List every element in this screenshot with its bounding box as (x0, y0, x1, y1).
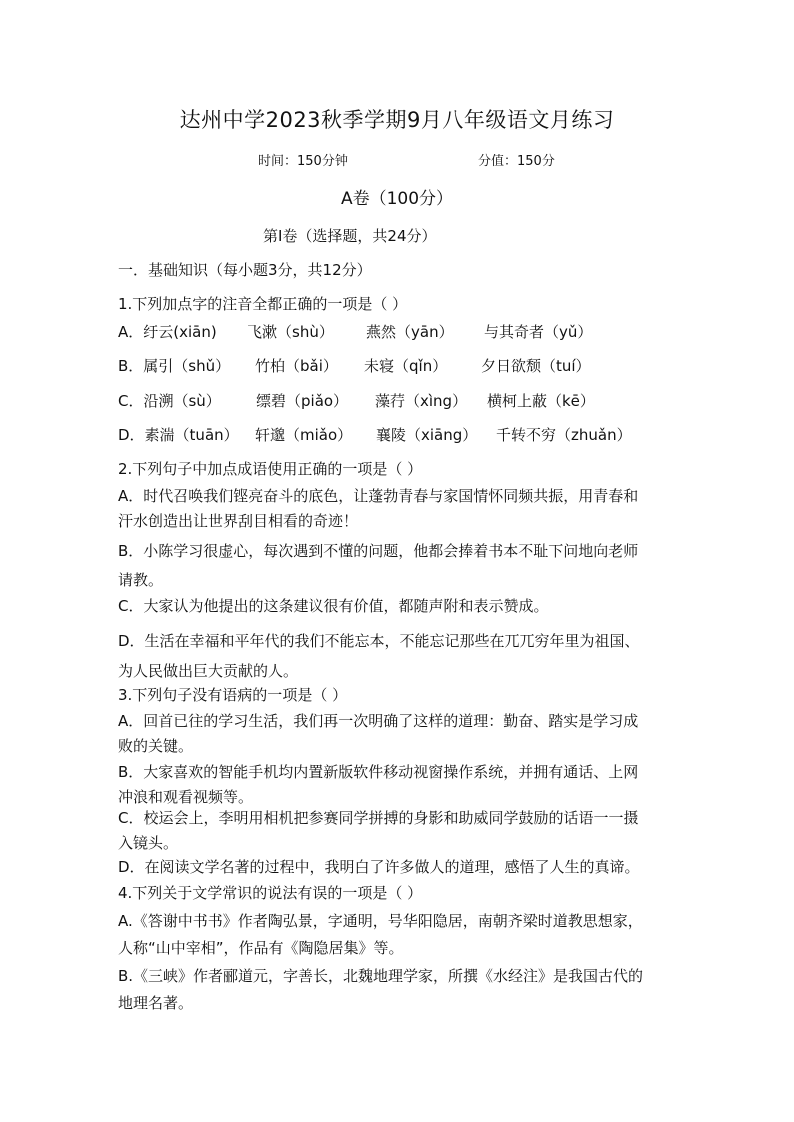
volume-heading: A卷（100分） (340, 189, 454, 209)
option-c-item-2: 缥碧（piǎo） (256, 392, 349, 410)
question-3-option-b-line-2: 冲浪和观看视频等。 (118, 788, 254, 806)
exam-title: 达州中学2023秋季学期9月八年级语文月练习 (179, 108, 615, 132)
question-3-option-a-line-2: 败的关键。 (118, 737, 194, 755)
question-4-stem: 4.下列关于文学常识的说法有误的一项是（ ） (118, 884, 423, 902)
question-4-option-b-line-1: B.《三峡》作者郦道元，字善长，北魏地理学家，所撰《水经注》是我国古代的 (118, 967, 644, 985)
option-d-item-4: 千转不穷（zhuǎn） (496, 426, 632, 444)
option-b-item-3: 未寝（qǐn） (364, 357, 448, 375)
option-c-item-4: 横柯上蔽（kē） (487, 392, 595, 410)
option-d-item-2: 轩邈（miǎo） (255, 426, 353, 444)
option-c-item-1: C．沿溯（sù） (118, 392, 221, 410)
exam-score: 分值：150分 (478, 154, 555, 169)
question-3-option-c-line-1: C．校运会上，李明用相机把参赛同学拼搏的身影和助威同学鼓励的话语一一摄 (118, 809, 639, 827)
question-3-option-a-line-1: A．回首已往的学习生活，我们再一次明确了这样的道理：勤奋、踏实是学习成 (118, 712, 639, 730)
question-2-option-a-line-2: 汗水创造出让世界刮目相看的奇迹！ (118, 512, 359, 530)
question-2-option-a-line-1: A．时代召唤我们铿亮奋斗的底色，让蓬勃青春与家国情怀同频共振，用青春和 (118, 487, 639, 505)
option-a-item-3: 燕然（yān） (366, 323, 454, 341)
exam-time: 时间：150分钟 (258, 154, 348, 169)
option-c-item-3: 藻荇（xìng） (375, 392, 468, 410)
section-heading: 一．基础知识（每小题3分，共12分） (118, 261, 372, 279)
question-2-option-c: C．大家认为他提出的这条建议很有价值，都随声附和表示赞成。 (118, 597, 549, 615)
option-a-item-2: 飞漱（shù） (247, 323, 334, 341)
question-3-option-c-line-2: 入镜头。 (118, 834, 179, 852)
option-a-item-4: 与其奇者（yǔ） (484, 323, 593, 341)
part-heading: 第Ⅰ卷（选择题，共24分） (263, 227, 437, 245)
option-a-item-1: A．纡云(xiān) (118, 323, 217, 341)
option-d-item-1: D．素湍（tuān） (118, 426, 239, 444)
option-d-item-3: 襄陵（xiāng） (376, 426, 478, 444)
question-4-option-a-line-1: A.《答谢中书书》作者陶弘景，字通明，号华阳隐居，南朝齐梁时道教思想家， (118, 912, 643, 930)
option-b-item-2: 竹柏（bǎi） (255, 357, 338, 375)
question-4-option-b-line-2: 地理名著。 (118, 994, 194, 1012)
question-3-option-d: D．在阅读文学名著的过程中，我明白了许多做人的道理，感悟了人生的真谛。 (118, 858, 640, 876)
question-2-option-b-line-2: 请教。 (118, 571, 164, 589)
question-2-stem: 2.下列句子中加点成语使用正确的一项是（ ） (118, 460, 423, 478)
question-1-stem: 1.下列加点字的注音全都正确的一项是（ ） (118, 295, 408, 313)
question-2-option-b-line-1: B．小陈学习很虚心，每次遇到不懂的问题，他都会捧着书本不耻下问地向老师 (118, 542, 639, 560)
question-3-option-b-line-1: B．大家喜欢的智能手机均内置新版软件移动视窗操作系统，并拥有通话、上网 (118, 763, 639, 781)
option-b-item-4: 夕日欲颓（tuí） (481, 357, 591, 375)
question-3-stem: 3.下列句子没有语病的一项是（ ） (118, 686, 348, 704)
question-2-option-d-line-2: 为人民做出巨大贡献的人。 (118, 662, 299, 680)
question-2-option-d-line-1: D．生活在幸福和平年代的我们不能忘本，不能忘记那些在兀兀穷年里为祖国、 (118, 632, 640, 650)
option-b-item-1: B．属引（shǔ） (118, 357, 231, 375)
question-4-option-a-line-2: 人称“山中宰相”，作品有《陶隐居集》等。 (118, 939, 404, 957)
